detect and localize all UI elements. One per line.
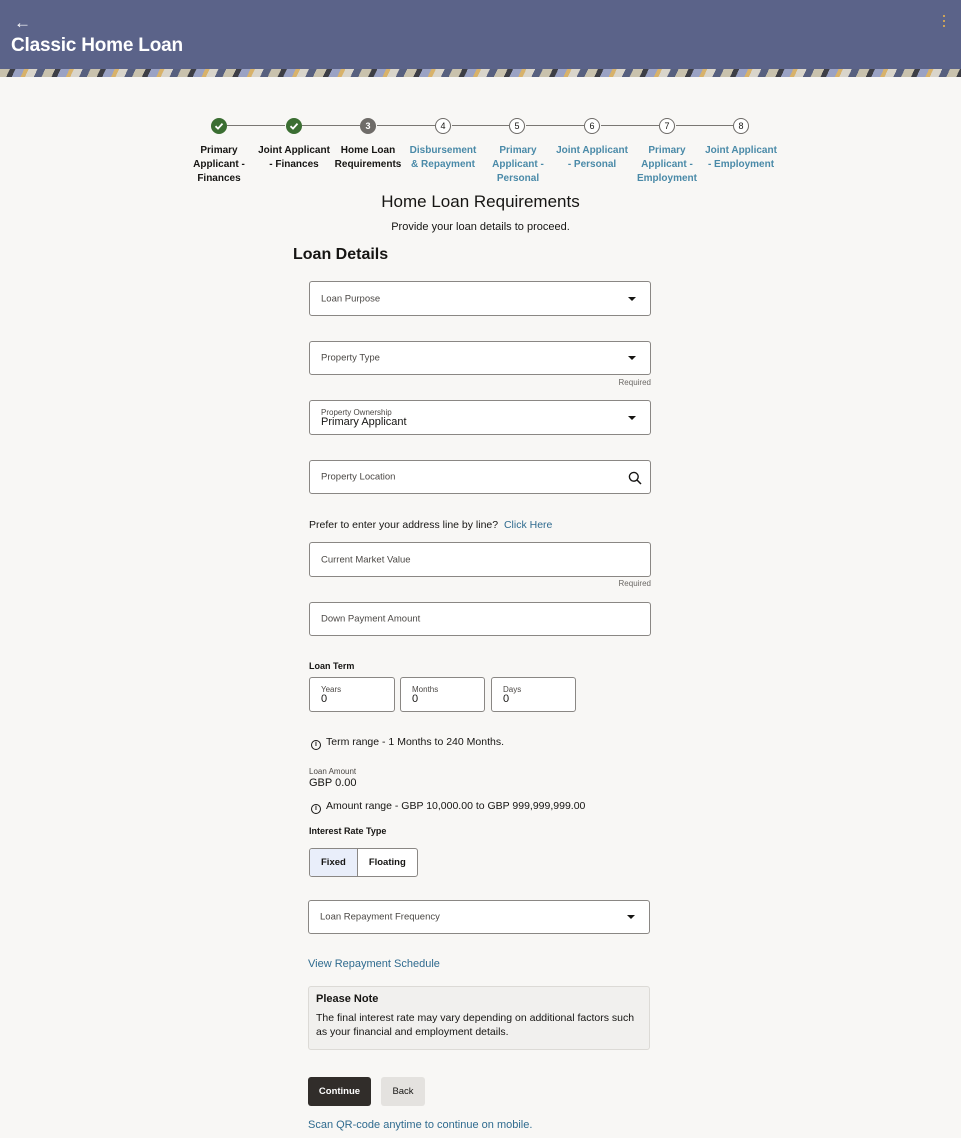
step-8-number[interactable]: 8	[733, 118, 749, 134]
step-connector	[452, 125, 509, 126]
interest-rate-type-label: Interest Rate Type	[309, 826, 387, 836]
market-value-required-hint: Required	[618, 579, 651, 588]
current-market-value-label: Current Market Value	[321, 554, 411, 565]
repayment-frequency-select[interactable]	[308, 900, 650, 934]
decorative-banner	[0, 69, 961, 77]
qr-code-link[interactable]: Scan QR-code anytime to continue on mobile.	[308, 1119, 533, 1131]
view-repayment-schedule-link[interactable]: View Repayment Schedule	[308, 958, 440, 970]
address-prompt	[309, 519, 552, 531]
back-arrow-icon[interactable]: ←	[14, 13, 31, 32]
kebab-menu-icon[interactable]	[938, 14, 950, 28]
term-range-text: Term range - 1 Months to 240 Months.	[326, 736, 505, 748]
current-market-value-input[interactable]	[309, 542, 651, 577]
fixed-option[interactable]: Fixed	[310, 849, 358, 876]
step-7-label[interactable]: Primary Applicant - Employment	[636, 145, 697, 184]
days-label: Days	[503, 685, 522, 694]
loan-purpose-select[interactable]	[309, 281, 651, 316]
property-type-label: Property Type	[321, 352, 380, 364]
click-here-link[interactable]: Click Here	[503, 519, 553, 531]
months-value: 0	[412, 693, 419, 705]
loan-amount-label: Loan Amount	[309, 767, 357, 776]
note-title: Please Note	[316, 993, 379, 1005]
step-6-label[interactable]: Joint Applicant - Personal	[556, 145, 628, 170]
amount-range-text: Amount range - GBP 10,000.00 to GBP 999,999,999.00	[326, 800, 586, 812]
app-header	[0, 0, 961, 69]
step-connector	[526, 125, 584, 126]
days-input[interactable]	[491, 677, 576, 712]
loan-amount-value: GBP 0.00	[309, 777, 357, 789]
info-icon: i	[311, 804, 321, 814]
chevron-down-icon	[628, 416, 636, 420]
step-3-number[interactable]: 3	[360, 118, 376, 134]
interest-rate-type-toggle	[309, 848, 418, 877]
please-note-box	[308, 986, 650, 1050]
step-7-number[interactable]: 7	[659, 118, 675, 134]
step-6-number[interactable]: 6	[584, 118, 600, 134]
step-3-label[interactable]: Home Loan Requirements	[334, 145, 402, 170]
step-connector	[227, 125, 285, 126]
chevron-down-icon	[628, 297, 636, 301]
step-4-label[interactable]: Disbursement & Repayment	[409, 145, 477, 170]
property-type-select[interactable]	[309, 341, 651, 375]
amount-range-info	[311, 800, 585, 814]
property-location-input[interactable]	[309, 460, 651, 494]
step-5-label[interactable]: Primary Applicant - Personal	[492, 145, 544, 184]
property-ownership-label: Property Ownership	[321, 408, 392, 417]
months-input[interactable]	[400, 677, 485, 712]
property-ownership-value: Primary Applicant	[321, 416, 407, 428]
chevron-down-icon	[628, 356, 636, 360]
down-payment-label: Down Payment Amount	[321, 613, 421, 625]
section-title: Loan Details	[293, 246, 389, 263]
note-body: The final interest rate may vary depending on additional factors such as your financial and employment details.	[316, 1012, 635, 1038]
down-payment-input[interactable]	[309, 602, 651, 636]
property-type-required-hint: Required	[618, 378, 651, 387]
info-icon: i	[311, 740, 321, 750]
floating-option[interactable]: Floating	[368, 857, 406, 868]
page-title: Home Loan Requirements	[381, 192, 580, 211]
years-label: Years	[321, 685, 342, 694]
search-icon[interactable]	[628, 471, 642, 485]
continue-button[interactable]: Continue	[308, 1077, 371, 1106]
step-1-label[interactable]: Primary Applicant - Finances	[193, 145, 245, 184]
term-range-info	[311, 736, 504, 750]
years-value: 0	[321, 693, 328, 705]
app-title: Classic Home Loan	[11, 35, 183, 56]
years-input[interactable]	[309, 677, 395, 712]
step-1-check-icon[interactable]	[211, 118, 227, 134]
step-4-number[interactable]: 4	[435, 118, 451, 134]
property-location-label: Property Location	[321, 471, 396, 483]
step-connector	[601, 125, 659, 126]
loan-purpose-label: Loan Purpose	[321, 293, 381, 304]
chevron-down-icon	[627, 915, 635, 919]
repayment-frequency-label: Loan Repayment Frequency	[320, 911, 440, 923]
address-prompt-text: Prefer to enter your address line by line?	[309, 519, 499, 531]
loan-term-label: Loan Term	[309, 661, 355, 671]
step-2-label[interactable]: Joint Applicant - Finances	[258, 145, 330, 170]
step-5-number[interactable]: 5	[509, 118, 525, 134]
back-button[interactable]: Back	[381, 1077, 425, 1106]
step-connector	[676, 125, 733, 126]
step-connector	[377, 125, 435, 126]
step-connector	[302, 125, 360, 126]
page-subtitle: Provide your loan details to proceed.	[391, 221, 570, 233]
property-ownership-select[interactable]	[309, 400, 651, 435]
days-value: 0	[503, 693, 510, 705]
step-8-label[interactable]: Joint Applicant - Employment	[705, 145, 777, 170]
months-label: Months	[412, 685, 439, 694]
step-2-check-icon[interactable]	[286, 118, 302, 134]
